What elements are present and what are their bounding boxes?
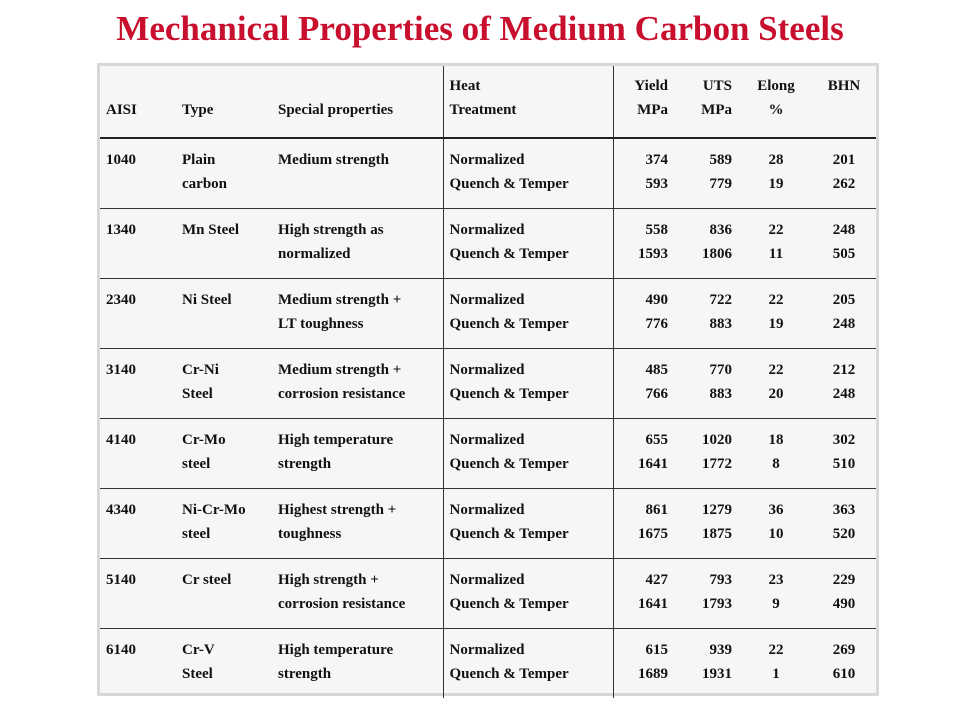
header-aisi: AISI — [100, 66, 176, 138]
cell-special-properties: Medium strength + LT toughness — [278, 291, 402, 332]
cell-yield: 558 1593 — [613, 208, 676, 278]
cell-bhn: 269 610 — [832, 641, 856, 682]
cell-aisi: 1340 — [106, 221, 136, 238]
cell-aisi: 4140 — [106, 431, 136, 448]
table-row — [100, 488, 876, 558]
cell-special-properties: Medium strength + corrosion resistance — [278, 361, 406, 402]
cell-yield: 615 1689 — [613, 628, 676, 698]
cell-elongation: 22 19 — [768, 291, 784, 332]
table-header-row — [100, 66, 876, 138]
cell-aisi: 1040 — [106, 152, 136, 168]
cell-elongation: 36 10 — [768, 501, 784, 542]
cell-elongation: 22 1 — [768, 641, 784, 682]
cell-heat-treatment: Normalized Quench & Temper — [443, 278, 613, 348]
cell-elongation: 22 11 — [768, 221, 784, 262]
cell-special-properties: Highest strength + toughness — [278, 501, 397, 542]
cell-uts: 836 1806 — [702, 221, 732, 262]
cell-yield: 485 766 — [613, 348, 676, 418]
table-row — [100, 418, 876, 488]
cell-yield: 490 776 — [613, 278, 676, 348]
cell-special-properties: High strength + corrosion resistance — [278, 571, 406, 612]
cell-elongation: 22 20 — [768, 361, 784, 402]
header-type: Type — [176, 66, 272, 138]
cell-bhn: 363 520 — [832, 501, 856, 542]
cell-special-properties: Medium strength — [278, 152, 389, 168]
cell-elongation: 23 9 — [768, 571, 784, 612]
cell-yield: 427 1641 — [613, 558, 676, 628]
cell-heat-treatment: Normalized Quench & Temper — [443, 628, 613, 698]
cell-uts: 589 779 — [709, 152, 732, 192]
header-uts: UTS MPa — [676, 66, 740, 138]
table-paper — [100, 66, 876, 693]
cell-uts: 1279 1875 — [702, 501, 732, 542]
cell-special-properties: High strength as normalized — [278, 221, 384, 262]
cell-aisi: 3140 — [106, 361, 136, 378]
cell-uts: 939 1931 — [702, 641, 732, 682]
cell-bhn: 205 248 — [832, 291, 856, 332]
cell-elongation: 28 19 — [768, 152, 784, 192]
cell-type: Cr-V Steel — [182, 641, 215, 682]
cell-heat-treatment: Normalized Quench & Temper — [443, 138, 613, 208]
cell-special-properties: High temperature strength — [278, 641, 394, 682]
header-yield: Yield MPa — [613, 66, 676, 138]
cell-type: Cr steel — [182, 571, 232, 588]
cell-bhn: 302 510 — [832, 431, 856, 472]
cell-yield: 374 593 — [613, 138, 676, 208]
cell-elongation: 18 8 — [768, 431, 784, 472]
cell-bhn: 248 505 — [832, 221, 856, 262]
table-row — [100, 558, 876, 628]
cell-aisi: 2340 — [106, 291, 136, 308]
header-special-properties: Special properties — [272, 66, 443, 138]
cell-bhn: 229 490 — [832, 571, 856, 612]
properties-table — [100, 66, 876, 698]
cell-heat-treatment: Normalized Quench & Temper — [443, 348, 613, 418]
cell-type: Mn Steel — [182, 221, 240, 238]
table-row — [100, 278, 876, 348]
cell-heat-treatment: Normalized Quench & Temper — [443, 208, 613, 278]
cell-heat-treatment: Normalized Quench & Temper — [443, 558, 613, 628]
cell-uts: 793 1793 — [702, 571, 732, 612]
cell-heat-treatment: Normalized Quench & Temper — [443, 418, 613, 488]
cell-uts: 770 883 — [709, 361, 732, 402]
cell-type: Plain carbon — [182, 152, 227, 192]
cell-bhn: 212 248 — [832, 361, 856, 402]
cell-aisi: 4340 — [106, 501, 136, 518]
table-row — [100, 628, 876, 698]
cell-bhn: 201 262 — [832, 152, 856, 192]
header-heat-treatment: Heat Treatment — [443, 66, 613, 138]
page-title: Mechanical Properties of Medium Carbon Steels — [116, 9, 844, 48]
cell-uts: 722 883 — [709, 291, 732, 332]
table-row — [100, 348, 876, 418]
header-bhn: BHN — [812, 66, 876, 138]
cell-yield: 655 1641 — [613, 418, 676, 488]
cell-aisi: 6140 — [106, 641, 136, 658]
header-elongation: Elong % — [740, 66, 812, 138]
cell-uts: 1020 1772 — [702, 431, 732, 472]
cell-type: Ni-Cr-Mo steel — [182, 501, 246, 542]
cell-aisi: 5140 — [106, 571, 136, 588]
cell-type: Ni Steel — [182, 291, 232, 308]
table-row — [100, 208, 876, 278]
cell-type: Cr-Mo steel — [182, 431, 226, 472]
table-row — [100, 138, 876, 208]
scanned-table-image — [97, 63, 879, 696]
cell-heat-treatment: Normalized Quench & Temper — [443, 488, 613, 558]
cell-special-properties: High temperature strength — [278, 431, 394, 472]
cell-type: Cr-Ni Steel — [182, 361, 219, 402]
cell-yield: 861 1675 — [613, 488, 676, 558]
